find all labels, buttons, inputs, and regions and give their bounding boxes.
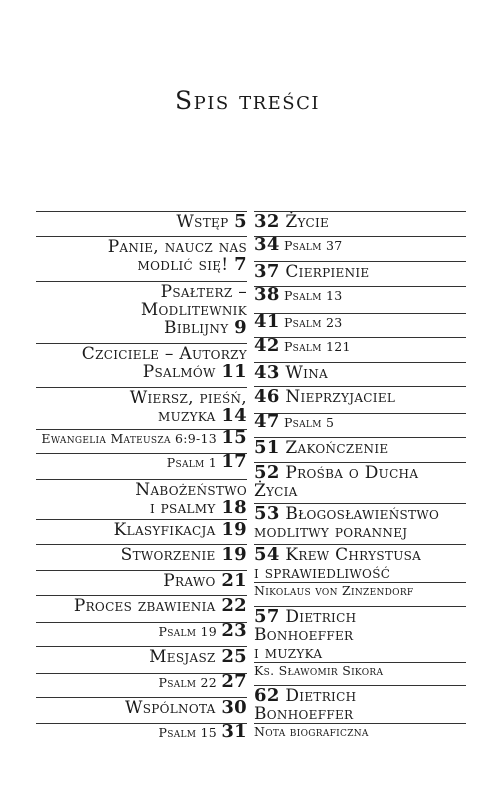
entry-title-line: 53 Błogosławieństwo	[254, 503, 440, 524]
page-number: 34	[254, 234, 280, 255]
entry-title-line: 51 Zakończenie	[254, 437, 389, 458]
toc-entry[interactable]	[254, 286, 460, 303]
toc-entry[interactable]	[40, 343, 247, 381]
entry-title-line: 62 Dietrich	[254, 685, 357, 706]
entry-rule	[254, 437, 466, 438]
entry-rule	[36, 570, 247, 571]
entry-author: Ks. Sławomir Sikora	[254, 662, 466, 678]
entry-rule	[254, 313, 466, 314]
toc-entry[interactable]	[40, 622, 247, 639]
toc-entry[interactable]	[254, 413, 460, 430]
page-number: 53	[254, 503, 280, 524]
page-number: 21	[221, 570, 247, 591]
toc-entry[interactable]	[254, 437, 460, 457]
page-number: 23	[221, 620, 247, 641]
toc-entry[interactable]	[254, 211, 460, 231]
toc-entry[interactable]	[40, 387, 247, 425]
toc-entry[interactable]	[40, 570, 247, 590]
entry-rule	[254, 685, 466, 686]
page-number: 42	[254, 335, 280, 356]
entry-author: Nikolaus von Zinzendorf	[254, 582, 466, 598]
entry-title-line: 37 Cierpienie	[254, 261, 370, 282]
entry-rule	[254, 386, 466, 387]
toc-entry[interactable]	[40, 519, 247, 539]
toc-entry[interactable]	[254, 503, 460, 541]
page-number: 62	[254, 685, 280, 706]
toc-entry[interactable]	[40, 723, 247, 740]
page-number: 17	[221, 451, 247, 472]
entry-rule	[36, 343, 247, 344]
toc-entry[interactable]	[254, 462, 460, 500]
page-number: 37	[254, 261, 280, 282]
entry-title-line: Prawo 21	[163, 570, 247, 591]
entry-title-line: Bonhoeffer	[254, 625, 354, 645]
toc-entry[interactable]	[40, 479, 247, 517]
toc-entry[interactable]	[40, 673, 247, 690]
page-number: 19	[221, 519, 247, 540]
entry-title-line: 43 Wina	[254, 362, 328, 383]
entry-title-line: Bonhoeffer	[254, 704, 354, 724]
entry-rule	[36, 211, 247, 212]
page-number: 51	[254, 437, 280, 458]
page-number: 41	[254, 311, 280, 332]
entry-rule	[36, 519, 247, 520]
entry-title-line: Ewangelia Mateusza 6:9-13 15	[41, 427, 247, 448]
entry-title-line: Psalm 22 27	[158, 671, 247, 692]
entry-rule	[36, 595, 247, 596]
toc-entry[interactable]	[40, 453, 247, 470]
page-number: 11	[221, 361, 247, 382]
entry-rule	[254, 503, 466, 504]
entry-rule	[36, 622, 247, 623]
page-number: 15	[221, 427, 247, 448]
entry-title-line: 54 Krew Chrystusa	[254, 544, 422, 565]
page-number: 19	[221, 544, 247, 565]
toc-entry[interactable]	[254, 544, 460, 598]
entry-title-line: 46 Nieprzyjaciel	[254, 386, 396, 407]
entry-rule	[36, 697, 247, 698]
entry-rule	[36, 479, 247, 480]
page-number: 38	[254, 284, 280, 305]
toc-entry[interactable]	[254, 313, 460, 330]
entry-title-line: Psalmów 11	[142, 361, 247, 382]
entry-title-line: 57 Dietrich	[254, 606, 357, 627]
toc-entry[interactable]	[40, 429, 247, 446]
toc-entry[interactable]	[40, 236, 247, 274]
entry-rule	[254, 544, 466, 545]
entry-rule	[254, 462, 466, 463]
toc-entry[interactable]	[254, 362, 460, 382]
entry-title-line: Psalm 19 23	[158, 620, 247, 641]
entry-title-line: Klasyfikacja 19	[113, 519, 247, 540]
entry-title-line: muzyka 14	[158, 405, 247, 426]
entry-title-line: Proces zbawienia 22	[73, 595, 247, 616]
entry-title-line: modlitwy porannej	[254, 522, 408, 542]
entry-title-line: Mesjasz 25	[149, 646, 247, 667]
entry-title-line: Czciciele – Autorzy	[81, 344, 247, 364]
toc-entry[interactable]	[254, 685, 460, 739]
toc-entry[interactable]	[40, 211, 247, 231]
toc-entry[interactable]	[254, 261, 460, 281]
page-number: 57	[254, 606, 280, 627]
page-number: 7	[234, 254, 247, 275]
entry-rule	[36, 281, 247, 282]
toc-entry[interactable]	[40, 595, 247, 615]
entry-rule	[36, 236, 247, 237]
entry-rule	[254, 337, 466, 338]
toc-entry[interactable]	[254, 386, 460, 406]
entry-rule	[254, 362, 466, 363]
entry-rule	[254, 211, 466, 212]
page-number: 30	[221, 697, 247, 718]
page-number: 14	[221, 405, 247, 426]
page-number: 5	[234, 211, 247, 232]
toc-entry[interactable]	[40, 281, 247, 337]
entry-title-line: Psałterz –	[160, 282, 247, 302]
toc-entry[interactable]	[254, 337, 460, 354]
entry-title-line: Psalm 15 31	[158, 721, 247, 742]
entry-author: Nota biograficzna	[254, 723, 466, 739]
toc-entry[interactable]	[254, 236, 460, 253]
page-number: 9	[234, 317, 247, 338]
entry-rule	[254, 286, 466, 287]
page-title: Spis treści	[174, 86, 321, 115]
page-number: 31	[221, 721, 247, 742]
entry-title-line: Modlitewnik	[140, 300, 247, 320]
page-number: 27	[221, 671, 247, 692]
page-number: 46	[254, 386, 280, 407]
entry-title-line: i sprawiedliwość	[254, 563, 391, 583]
entry-title-line: Nabożeństwo	[135, 480, 247, 500]
entry-title-line: 41 Psalm 23	[254, 311, 343, 332]
entry-rule	[254, 261, 466, 262]
entry-title-line: Wspólnota 30	[124, 697, 247, 718]
page-number: 18	[221, 497, 247, 518]
entry-rule	[36, 453, 247, 454]
entry-title-line: Psalm 1 17	[166, 451, 247, 472]
page-number: 52	[254, 462, 280, 483]
entry-title-line: i muzyka	[254, 643, 323, 663]
entry-title-line: 47 Psalm 5	[254, 411, 335, 432]
entry-title-line: Stworzenie 19	[120, 544, 247, 565]
entry-title-line: 42 Psalm 121	[254, 335, 351, 356]
page-number: 43	[254, 362, 280, 383]
entry-title-line: 52 Prośba o Ducha	[254, 462, 419, 483]
toc-entry[interactable]	[40, 646, 247, 666]
entry-title-line: Wstęp 5	[176, 211, 247, 232]
entry-title-line: Wiersz, pieśń,	[129, 388, 247, 408]
entry-title-line: i psalmy 18	[149, 497, 247, 518]
page-number: 54	[254, 544, 280, 565]
toc-entry[interactable]	[40, 697, 247, 717]
page-number: 32	[254, 211, 280, 232]
entry-title-line: 38 Psalm 13	[254, 284, 343, 305]
entry-title-line: Panie, naucz nas	[107, 237, 247, 257]
entry-title-line: Życia	[254, 481, 298, 501]
entry-rule	[36, 673, 247, 674]
entry-title-line: 34 Psalm 37	[254, 234, 343, 255]
entry-rule	[254, 236, 466, 237]
entry-title-line: 32 Życie	[254, 211, 330, 232]
entry-title-line: modlić się! 7	[137, 254, 247, 275]
entry-rule	[36, 387, 247, 388]
entry-rule	[36, 646, 247, 647]
toc-entry[interactable]	[40, 544, 247, 564]
page-number: 25	[221, 646, 247, 667]
toc-entry[interactable]	[254, 606, 460, 678]
entry-rule	[36, 429, 247, 430]
page-number: 22	[221, 595, 247, 616]
entry-rule	[254, 413, 466, 414]
entry-rule	[36, 544, 247, 545]
entry-title-line: Biblijny 9	[164, 317, 247, 338]
entry-rule	[254, 606, 466, 607]
entry-rule	[36, 723, 247, 724]
page-number: 47	[254, 411, 280, 432]
